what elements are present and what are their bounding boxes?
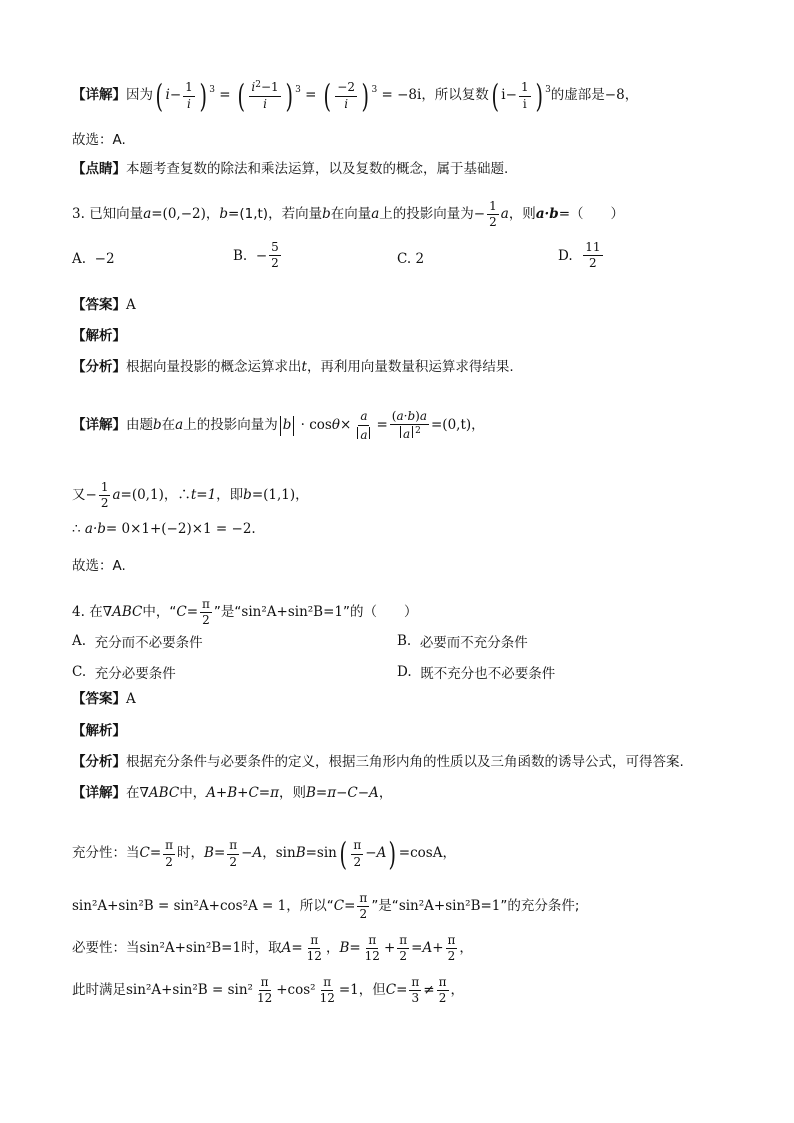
question-number: 4. [72,603,85,620]
q4-suff-line2: sin²A+sin²B = sin²A+cos²A = 1 ，所以“ C = $\frac{\pi}{2}$ ”是“ sin²A+sin²B=1 ”的充分条件; [72,891,580,922]
option-a[interactable]: A. 充分而不必要条件 [72,633,203,651]
q4-fenxi: 【分析】 根据充分条件与必要条件的定义，根据三角形内角的性质以及三角函数的诱导公式，可得答案. [72,754,684,770]
q3-fenxi: 【分析】 根据向量投影的概念运算求出 t ，再利用向量数量积运算求得结果. [72,359,514,375]
q2-comment-line: 【点睛】 本题考查复数的除法和乘法运算，以及复数的概念，属于基础题. [72,161,509,177]
q2-detail-line: 【详解】 因为 ( i − $\frac{1}{i}$ ) $^3$ = ( $\frac{i^2-1}{i}$ ) $^3$ = ( $\frac{-2}{i}$ ) $^3$ = −8i ，所以复数 ( i − $\frac{1}{i}$ ) $^3$ 的虚部是 −8 ， [72,77,639,115]
q4-detail: 【详解】 在 ∇ABC 中， A+B+C=π ，则 B=π−C−A ， [72,785,393,801]
option-c[interactable]: C. 充分必要条件 [72,664,176,682]
q3-stem: 3. 已知向量 a =(0,−2)， b =(1,t)，若向量 b 在向量 a 上的投影向量为 − $\frac{1}{2}$ a ，则 a·b =（ ） [72,199,625,230]
comment-label: 【点睛】 [72,161,126,177]
q4-last-line: 此时满足 sin²A+sin²B = sin² $\frac{\pi}{12}$ +cos² $\frac{\pi}{12}$ =1 ，但 C = $\frac{\pi}{3}$ ≠ $\frac{\pi}{2}$ ， [72,975,464,1006]
q3-analysis-label: 【解析】 [72,328,126,344]
q4-answer: 【答案】 A [72,691,136,707]
q4-analysis-label: 【解析】 [72,723,126,739]
option-b[interactable]: B. 必要而不充分条件 [397,633,528,651]
option-c[interactable]: C. 2 [397,251,425,267]
option-d[interactable]: D. $\frac{11}{2}$ [558,240,601,271]
q3-answer: 【答案】 A [72,297,136,313]
q4-stem: 4. 在 ∇ABC 中，“ C = $\frac{\pi}{2}$ ”是“ sin²A+sin²B=1 ”的（ ） [72,597,418,628]
q3-answer-line: 故选：A. [72,558,126,574]
option-b[interactable]: B. − $\frac{5}{2}$ [233,240,279,271]
option-d[interactable]: D. 既不充分也不必要条件 [397,664,556,682]
q2-result: −8i [397,87,422,104]
q4-sufficiency: 充分性：当 C = $\frac{\pi}{2}$ 时， B = $\frac{\pi}{2}$ − A ， sin B =sin ( $\frac{\pi}{2}$ − A ) =cosA， [72,835,456,873]
q2-answer-line: 故选：A. [72,132,126,148]
q4-necessity: 必要性：当 sin²A+sin²B=1 时，取 A = $\frac{\pi}{12}$ ， B = $\frac{\pi}{12}$ + $\frac{\pi}{2}$ = A + $\frac{\pi}{2}$ ， [72,933,473,964]
q3-detail: 【详解】 由题 b 在 a 上的投影向量为 b · cos θ × $\frac{a}{a}$ = $\frac{(a\cdot b)a}{a ^2}$ =(0,t)， [72,409,485,442]
q3-step3: ∴ a·b = 0×1+(−2)×1 = −2. [72,521,256,537]
question-number: 3. [72,205,85,222]
detail-label: 【详解】 [72,87,126,104]
option-a[interactable]: A. −2 [72,251,115,267]
q3-step2: 又 − $\frac{1}{2}$ a =(0,1)，∴ t=1 ，即 b =(1,1)， [72,480,309,511]
q2-imag-part: −8 [604,87,625,104]
